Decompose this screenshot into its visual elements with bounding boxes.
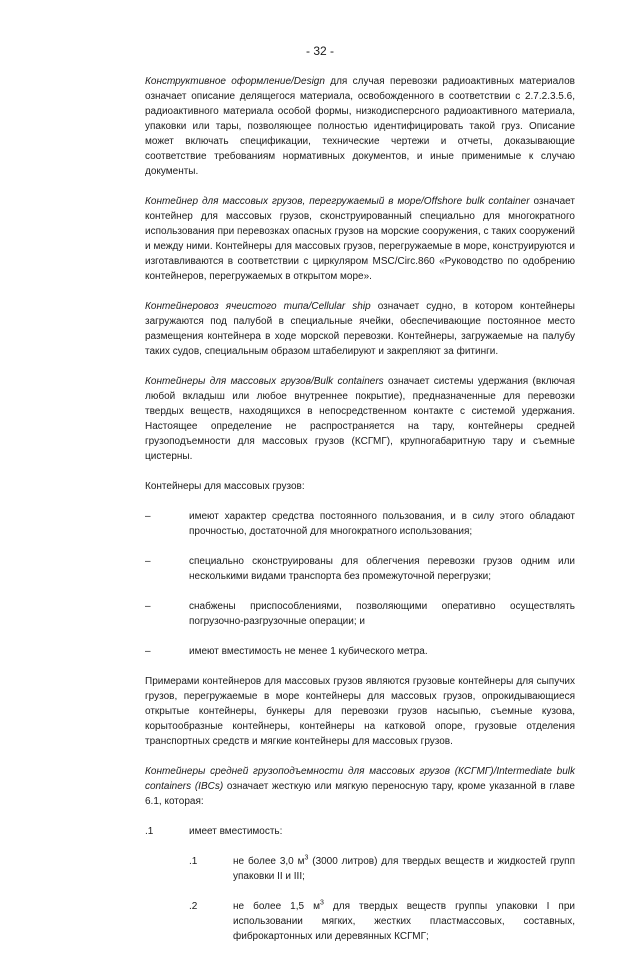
list-item-text: имеют вместимость не менее 1 кубического метра. [189,646,428,657]
dash-mark: – [145,601,151,612]
item-number: .1 [145,826,154,837]
definition-cellular-ship [145,299,575,359]
subitem-number: .2 [189,901,198,912]
list-item-text: специально сконструированы для облегчения перевозки грузов одним или несколькими видами транспорта без промежуточной перегрузки; [189,556,575,582]
numbered-item [145,824,575,839]
subitem-text [233,901,575,942]
definition-text: для случая перевозки радиоактивных материалов означает описание делящегося материала, освобожденного в соответствии с 2.7.2.3.5.6, радиоактивного материала особой формы, низкодисперсного радиоактивного материала, упаковки или тары, позволяющее полностью идентифицировать такой груз. Описание может включать спецификации, технические чертежи и отчеты, доказывающие соответствие требованиям нормативных документов, и иные применимые к случаю документы. [145,76,575,177]
term: Контейнеры для массовых грузов/Bulk containers [145,376,384,387]
bulk-containers-intro: Контейнеры для массовых грузов: [145,481,305,492]
dash-mark: – [145,556,151,567]
list-item [145,509,575,539]
text-part: не более 3,0 м [233,856,305,867]
list-item-text: имеют характер средства постоянного пользования, и в силу этого обладают прочностью, достаточной для многократного использования; [189,511,575,537]
term: Контейнеровоз ячеистого типа/Cellular ship [145,301,371,312]
term: Контейнеры средней грузоподъемности для массовых грузов (КСГМГ)/Intermediate bulk containers (IBCs) [145,766,575,792]
subitem-number: .1 [189,856,198,867]
definition-ibc [145,764,575,809]
page-number: - 32 - [305,44,334,58]
definition-design [145,74,575,179]
superscript: 3 [304,854,309,862]
dash-mark: – [145,511,151,522]
dash-mark: – [145,646,151,657]
document-body [145,74,575,959]
list-item [145,644,575,659]
bulk-containers-list [145,509,575,659]
text-part: не более 1,5 м [233,901,320,912]
item-text: имеет вместимость: [189,826,283,837]
numbered-subitem [145,899,575,944]
definition-offshore-bulk-container [145,194,575,284]
term: Конструктивное оформление/Design [145,76,325,87]
definition-bulk-containers [145,374,575,464]
examples-paragraph: Примерами контейнеров для массовых грузов являются грузовые контейнеры для сыпучих грузов, перегружаемые в море контейнеры для массовых грузов, опрокидывающиеся открытые контейнеры, бункеры для перевозки грузов насыпью, съемные кузова, корытообразные контейнеры, контейнеры на катковой опоре, грузовые отделения транспортных средств и мягкие контейнеры для массовых грузов. [145,676,575,747]
definition-text: означает контейнер для массовых грузов, сконструированный специально для многократного использования при перевозках опасных грузов на морские сооружения, с таких сооружений и между ними. Контейнеры для массовых грузов, перегружаемые в море, конструируются и изготавливаются в соответствии с циркуляром MSC/Circ.860 «Руководство по одобрению контейнеров, перегружаемых в открытом море». [145,196,575,282]
text-part: для твердых веществ группы упаковки I при использовании мягких, жестких пластмассовых, составных, фиброкартонных или деревянных КСГМГ; [233,901,575,942]
definition-text: означает системы удержания (включая любой вкладыш или любое внутреннее покрытие), предназначенные для перевозки твердых веществ, находящихся в непосредственном контакте с системой удержания. Настоящее определение не распространяется на тару, контейнеры средней грузоподъемности для массовых грузов (КСГМГ), крупногабаритную тару и съемные цистерны. [145,376,575,462]
list-item [145,554,575,584]
list-item-text: снабжены приспособлениями, позволяющими оперативно осуществлять погрузочно-разгрузочные операции; и [189,601,575,627]
superscript: 3 [319,899,324,907]
subitem-text [233,856,575,882]
numbered-subitem [145,854,575,884]
text-part: (3000 литров) для твердых веществ и жидкостей групп упаковки II и III; [233,856,575,882]
term: Контейнер для массовых грузов, перегружаемый в море/Offshore bulk container [145,196,530,207]
list-item [145,599,575,629]
definition-text: означает судно, в котором контейнеры загружаются под палубой в специальные ячейки, обеспечивающие постоянное место размещения контейнера в ходе морской перевозки. Контейнеры, загружаемые на палубу таких судов, специальным образом штабелируют и закрепляют за фитинги. [145,301,575,357]
definition-text: означает жесткую или мягкую переносную тару, кроме указанной в главе 6.1, которая: [145,781,575,807]
